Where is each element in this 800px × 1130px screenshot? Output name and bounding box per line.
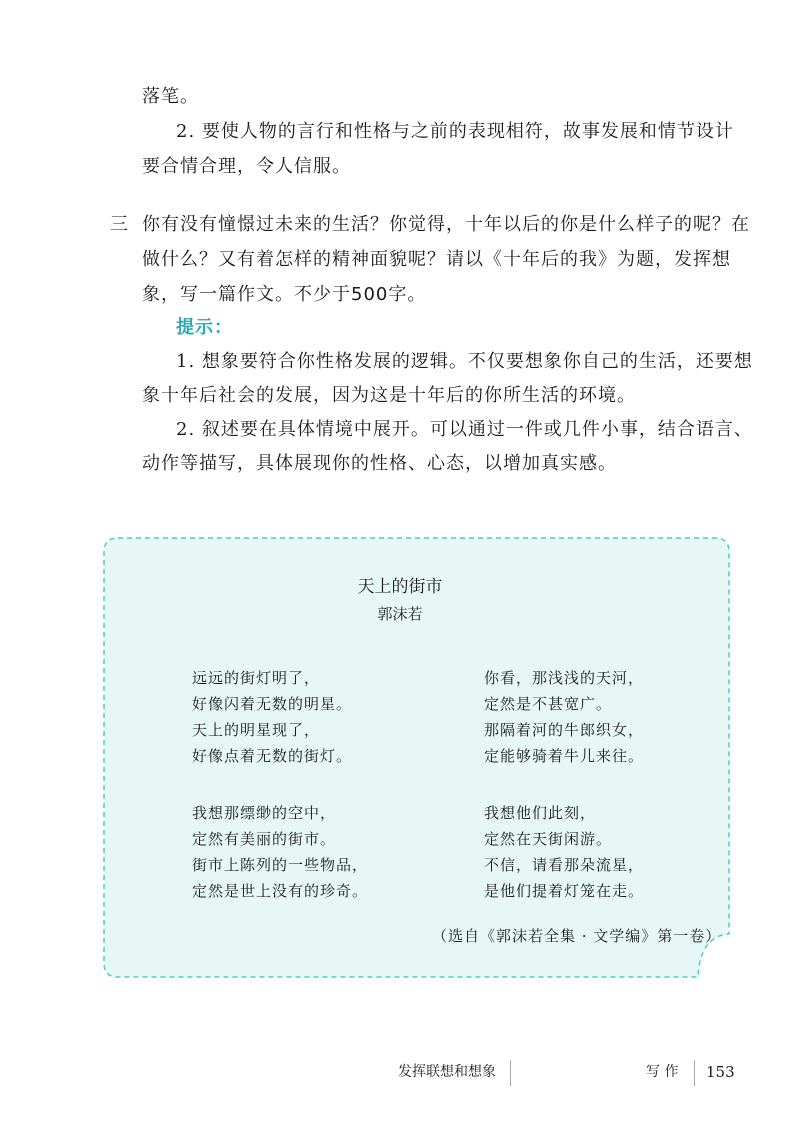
section-marker: 三 (110, 214, 128, 235)
poem-right-line: 定能够骑着牛儿来往。 (484, 747, 645, 765)
poem-right-line: 我想他们此刻， (484, 804, 597, 822)
poem-left-line: 远远的街灯明了， (192, 669, 321, 687)
hint-label: 提示： (176, 317, 233, 338)
text-line-1: 落笔。 (142, 86, 199, 107)
hint-2-line-1: 2. 叙述要在具体情境中展开。可以通过一件或几件小事，结合语言、 (176, 419, 753, 440)
poem-left-line: 好像闪着无数的明星。 (192, 695, 353, 713)
poem-right-line: 定然在天街闲游。 (484, 830, 613, 848)
question-line-1: 你有没有憧憬过未来的生活？你觉得，十年以后的你是什么样子的呢？在 (142, 214, 750, 235)
poem-left-line: 好像点着无数的街灯。 (192, 747, 353, 765)
poem-left-line: 我想那缥缈的空中， (192, 804, 337, 822)
footer-unit-title: 发挥联想和想象 (398, 1064, 496, 1080)
poem-right-line: 你看，那浅浅的天河， (484, 669, 645, 687)
footer-divider (510, 1060, 511, 1086)
footer-divider (694, 1060, 695, 1086)
footer-section: 写 作 (646, 1064, 679, 1080)
poem-left-line: 街市上陈列的一些物品， (192, 856, 369, 874)
poem-title: 天上的街市 (357, 577, 443, 597)
poem-source: （选自《郭沫若全集 · 文学编》第一卷） (432, 927, 722, 945)
page-number: 153 (706, 1063, 735, 1081)
poem-right-line: 是他们提着灯笼在走。 (484, 882, 645, 900)
hint-1-line-2: 象十年后社会的发展，因为这是十年后的你所生活的环境。 (142, 385, 636, 406)
poem-left-line: 定然有美丽的街市。 (192, 830, 337, 848)
hint-1-line-1: 1. 想象要符合你性格发展的逻辑。不仅要想象你自己的生活，还要想 (176, 351, 753, 372)
poem-left-line: 定然是世上没有的珍奇。 (192, 882, 369, 900)
text-line-3: 要合情合理，令人信服。 (142, 156, 351, 177)
poem-right-line: 定然是不甚宽广。 (484, 695, 613, 713)
poem-author: 郭沫若 (377, 605, 423, 623)
poem-left-line: 天上的明星现了， (192, 721, 321, 739)
question-line-2: 做什么？又有着怎样的精神面貌呢？请以《十年后的我》为题，发挥想 (142, 249, 731, 270)
hint-2-line-2: 动作等描写，具体展现你的性格、心态，以增加真实感。 (142, 453, 617, 474)
text-line-2: 2. 要使人物的言行和性格与之前的表现相符，故事发展和情节设计 (176, 121, 734, 142)
question-line-3: 象，写一篇作文。不少于500字。 (142, 284, 427, 305)
poem-right-line: 那隔着河的牛郎织女， (484, 721, 645, 739)
poem-right-line: 不信，请看那朵流星， (484, 856, 645, 874)
